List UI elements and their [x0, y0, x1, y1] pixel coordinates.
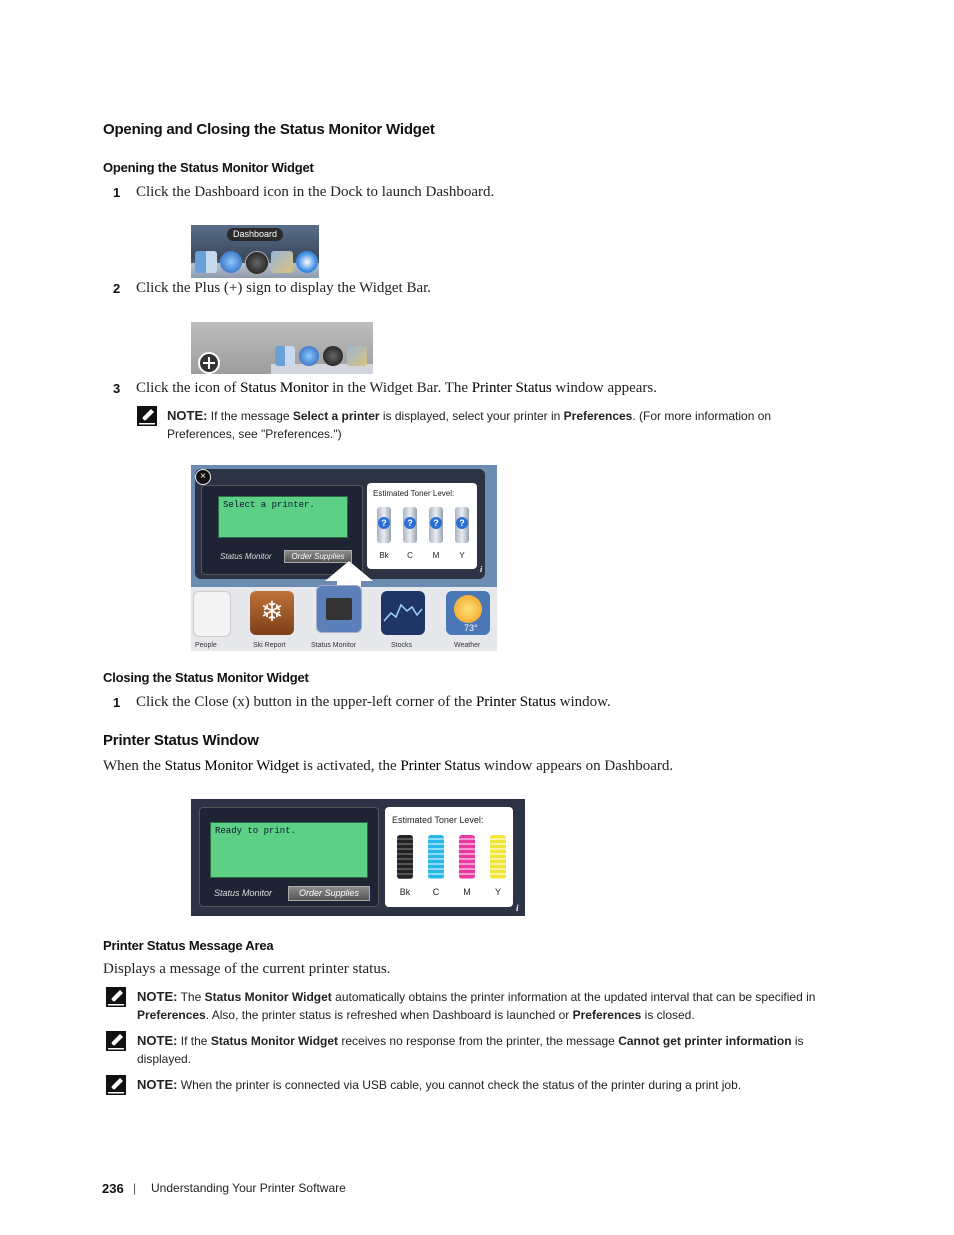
- step-number: 3: [113, 381, 121, 396]
- status-monitor-widget-screenshot: [191, 465, 497, 651]
- toner-label-y: Y: [494, 887, 501, 897]
- toner-label-c: C: [432, 887, 440, 897]
- toner-y-icon: [490, 835, 506, 879]
- step-text: Click the Close (x) button in the upper-left corner of the Printer Status window.: [136, 694, 611, 710]
- info-icon[interactable]: i: [480, 565, 483, 574]
- dashboard-icon: [245, 251, 269, 275]
- toner-m-icon: [459, 835, 475, 879]
- status-monitor-label: Status Monitor: [220, 552, 272, 561]
- app-store-icon: [220, 251, 242, 273]
- people-icon[interactable]: [193, 591, 231, 637]
- toner-label-m: M: [463, 887, 471, 897]
- safari-icon: [296, 251, 318, 273]
- toner-label-c: C: [407, 551, 413, 560]
- close-icon[interactable]: ×: [195, 469, 211, 485]
- step-number: 1: [113, 695, 121, 710]
- step-number: 1: [113, 185, 121, 200]
- closing-heading: Closing the Status Monitor Widget: [103, 670, 309, 685]
- section-title: Opening and Closing the Status Monitor Widget: [103, 121, 435, 138]
- widget-bar-screenshot: [191, 322, 373, 374]
- footer-title: Understanding Your Printer Software: [151, 1181, 346, 1195]
- widget-label: Ski Report: [253, 642, 286, 649]
- finder-icon: [275, 346, 295, 366]
- dashboard-tooltip: Dashboard: [227, 228, 283, 241]
- unknown-toner-icon: ?: [429, 507, 443, 543]
- widget-bar: [191, 587, 497, 651]
- unknown-toner-icon: ?: [377, 507, 391, 543]
- widget-label: Stocks: [391, 642, 413, 649]
- unknown-toner-icon: ?: [455, 507, 469, 543]
- plus-icon: [198, 352, 220, 374]
- note-text: NOTE: If the Status Monitor Widget receives no response from the printer, the message Cannot get printer information is displayed.: [137, 1033, 804, 1066]
- intro-text: When the Status Monitor Widget is activated, the Printer Status window appears on Dashboard.: [103, 758, 674, 774]
- dashboard-icon: [323, 346, 343, 366]
- finder-icon: [195, 251, 217, 273]
- status-message-area: Select a printer.: [218, 496, 348, 538]
- toner-level-box: [385, 807, 513, 907]
- toner-bk-icon: [397, 835, 413, 879]
- step-text: Click the Plus (+) sign to display the Widget Bar.: [136, 280, 432, 296]
- up-arrow-icon: [325, 561, 373, 581]
- page-number: 236: [102, 1181, 124, 1196]
- message-area-description: Displays a message of the current printer status.: [103, 961, 391, 977]
- preview-icon: [347, 346, 367, 366]
- app-store-icon: [299, 346, 319, 366]
- info-icon[interactable]: i: [516, 903, 519, 913]
- note-text: NOTE: If the message Select a printer is displayed, select your printer in Preferences. (For more information on Preferences, see "Preferences."): [167, 408, 772, 441]
- weather-icon[interactable]: 73°: [446, 591, 490, 635]
- stocks-icon[interactable]: [381, 591, 425, 635]
- toner-title: Estimated Toner Level:: [392, 815, 484, 825]
- widget-label: People: [195, 642, 217, 649]
- toner-label-bk: Bk: [399, 887, 411, 897]
- section-title: Printer Status Window: [103, 732, 259, 749]
- step-text: Click the Dashboard icon in the Dock to launch Dashboard.: [136, 184, 495, 200]
- note-text: NOTE: When the printer is connected via USB cable, you cannot check the status of the printer during a print job.: [137, 1077, 742, 1092]
- note-pencil-icon: [106, 987, 126, 1007]
- message-area-heading: Printer Status Message Area: [103, 938, 274, 953]
- snowflake-icon[interactable]: ❄: [250, 591, 294, 635]
- toner-level-box: [367, 483, 477, 569]
- toner-label-y: Y: [459, 551, 465, 560]
- note-pencil-icon: [106, 1075, 126, 1095]
- note-pencil-icon: [106, 1031, 126, 1051]
- opening-heading: Opening the Status Monitor Widget: [103, 160, 314, 175]
- unknown-toner-icon: ?: [403, 507, 417, 543]
- status-monitor-icon[interactable]: [316, 585, 362, 633]
- footer-separator: |: [133, 1181, 137, 1195]
- toner-title: Estimated Toner Level:: [373, 489, 455, 498]
- step-text: Click the icon of Status Monitor in the Widget Bar. The Printer Status window appears.: [136, 380, 658, 396]
- toner-label-bk: Bk: [379, 551, 389, 560]
- note-text: NOTE: The Status Monitor Widget automatically obtains the printer information at the updated interval that can be specified in Preferences. Also, the printer status is refreshed when Dashboard is launched or Preferences is closed.: [137, 989, 816, 1022]
- widget-label: Status Monitor: [311, 642, 357, 649]
- toner-c-icon: [428, 835, 444, 879]
- dock-screenshot: [191, 225, 319, 278]
- step-number: 2: [113, 281, 121, 296]
- order-supplies-button[interactable]: Order Supplies: [284, 550, 352, 563]
- status-panel: [199, 807, 379, 907]
- preview-icon: [271, 251, 293, 273]
- status-monitor-label: Status Monitor: [214, 888, 273, 898]
- printer-status-window-screenshot: [191, 799, 525, 916]
- note-pencil-icon: [137, 406, 157, 426]
- status-message-area: Ready to print.: [210, 822, 368, 878]
- order-supplies-button[interactable]: Order Supplies: [288, 886, 370, 901]
- toner-label-m: M: [432, 551, 440, 560]
- widget-label: Weather: [454, 642, 481, 649]
